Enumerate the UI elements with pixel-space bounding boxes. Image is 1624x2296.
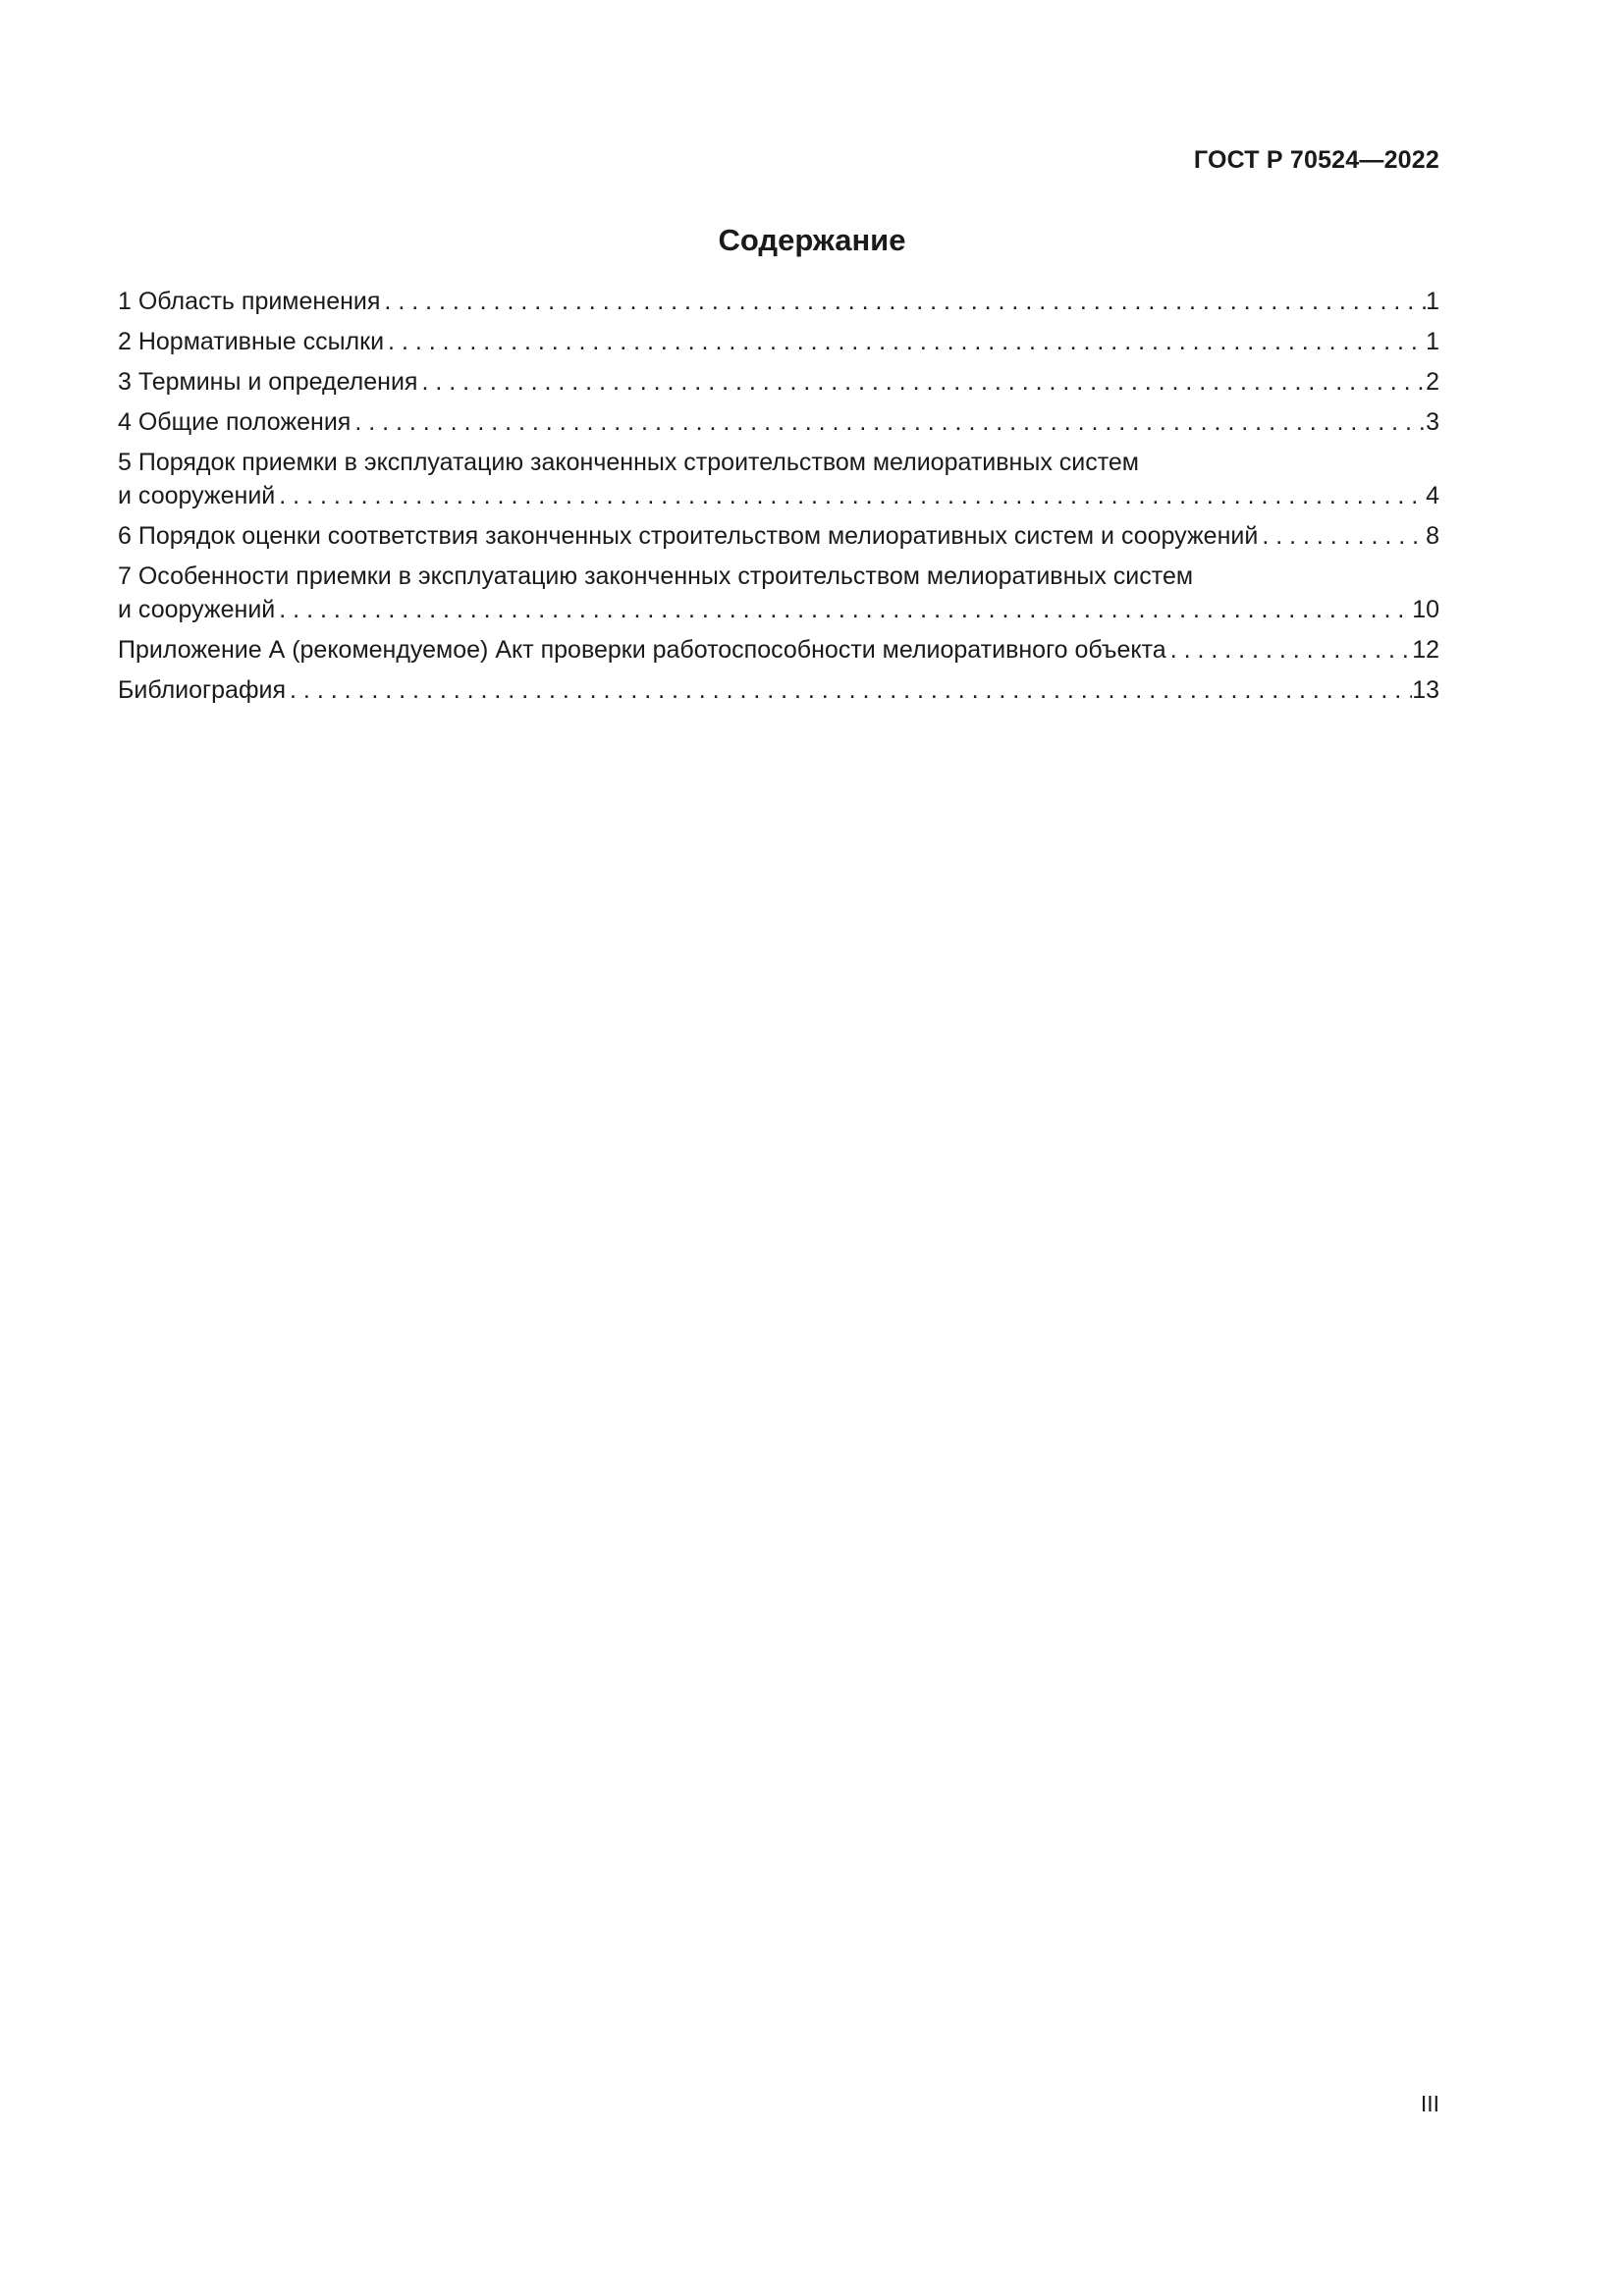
- toc-entry-1[interactable]: [118, 285, 1439, 318]
- toc-entry-text: 4 Общие положения: [118, 408, 352, 436]
- toc-entry-4[interactable]: [118, 405, 1439, 439]
- toc-entry-6[interactable]: [118, 519, 1439, 553]
- toc-entry-page: 8: [1426, 522, 1439, 550]
- toc-title: Содержание: [718, 223, 906, 257]
- toc-entry-text: Приложение А (рекомендуемое) Акт проверки работоспособности мелиоративного объекта: [118, 636, 1166, 664]
- document-code: ГОСТ Р 70524—2022: [1193, 146, 1439, 174]
- toc-entry-text: 3 Термины и определения: [118, 368, 418, 396]
- toc-entry-page: 1: [1426, 328, 1439, 355]
- toc-dot-leader: [417, 365, 1426, 399]
- toc-dot-leader: [1166, 633, 1412, 667]
- toc-entry-text: Библиография: [118, 676, 287, 704]
- toc-entry-text-line1: 7 Особенности приемки в эксплуатацию законченных строительством мелиоративных систем: [118, 562, 1194, 590]
- toc-entry-text: 6 Порядок оценки соответствия законченных строительством мелиоративных систем и сооружений: [118, 522, 1259, 550]
- page-number: III: [1420, 2091, 1439, 2116]
- toc-entry-text: и сооружений: [118, 596, 276, 623]
- toc-dot-leader: [380, 285, 1426, 318]
- toc-dot-leader: [1258, 519, 1426, 553]
- toc-entry-page: 12: [1412, 636, 1439, 664]
- toc-entry-page: 13: [1412, 676, 1439, 704]
- toc-entry-page: 3: [1426, 408, 1439, 436]
- toc-entry-text: 2 Нормативные ссылки: [118, 328, 385, 355]
- toc-entry-page: 4: [1426, 482, 1439, 509]
- toc-dot-leader: [384, 325, 1426, 358]
- toc-entry-page: 1: [1426, 288, 1439, 315]
- toc-entry-5[interactable]: [118, 446, 1439, 512]
- toc-entry-text: 1 Область применения: [118, 288, 381, 315]
- toc-entry-text: и сооружений: [118, 482, 276, 509]
- toc-dot-leader: [275, 479, 1426, 512]
- toc-entry-3[interactable]: [118, 365, 1439, 399]
- toc-entry-text-line1: 5 Порядок приемки в эксплуатацию законченных строительством мелиоративных систем: [118, 449, 1139, 476]
- toc-entry-appendix-a[interactable]: [118, 633, 1439, 667]
- toc-entry-7[interactable]: [118, 560, 1439, 626]
- toc-dot-leader: [351, 405, 1426, 439]
- toc-dot-leader: [286, 673, 1412, 707]
- table-of-contents: [118, 285, 1439, 714]
- toc-entry-page: 2: [1426, 368, 1439, 396]
- toc-entry-bibliography[interactable]: [118, 673, 1439, 707]
- toc-entry-page: 10: [1412, 596, 1439, 623]
- toc-entry-2[interactable]: [118, 325, 1439, 358]
- toc-dot-leader: [275, 593, 1412, 626]
